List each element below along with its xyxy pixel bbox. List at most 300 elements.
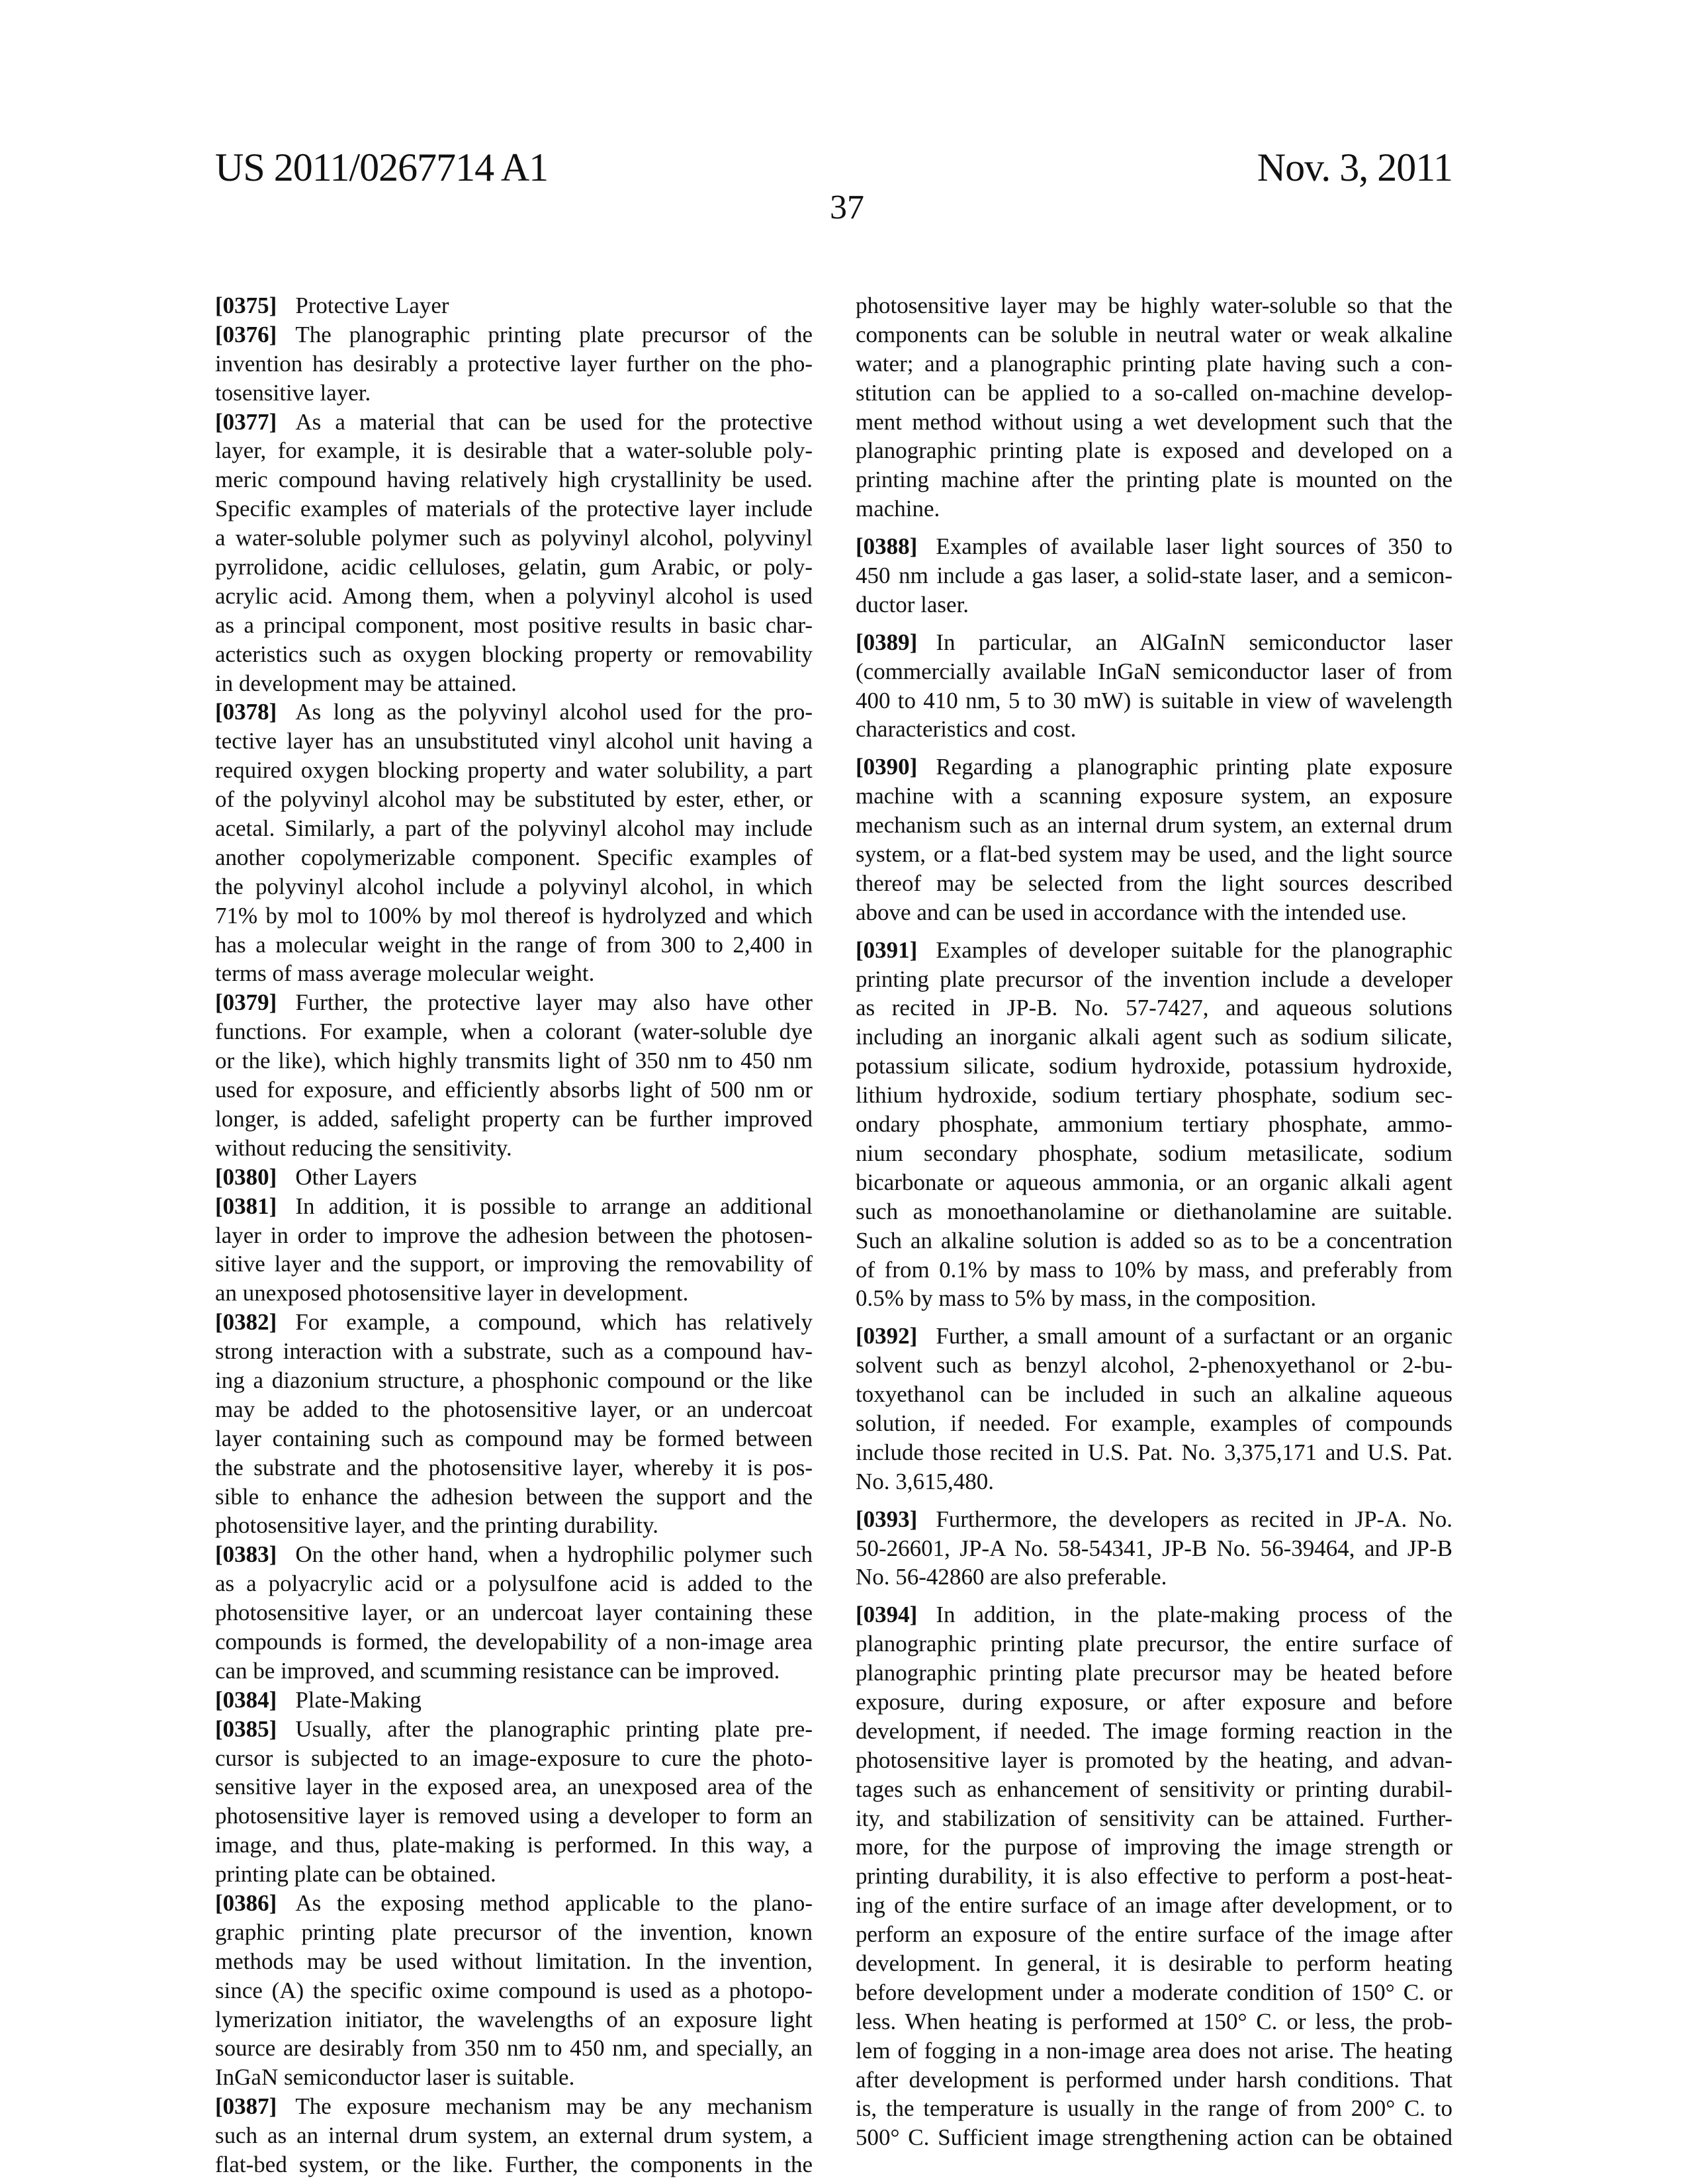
- text-line: [215, 465, 813, 494]
- text-line: [215, 408, 813, 437]
- text-line: [215, 1395, 813, 1424]
- line-text: thereof may be selected from the light sources described: [856, 870, 1452, 896]
- paragraph-number: [0386]: [215, 1890, 277, 1916]
- text-line: [856, 1746, 1452, 1775]
- line-text: a water-soluble polymer such as polyvinyl alcohol, polyvinyl: [215, 525, 813, 551]
- text-line: [856, 898, 1452, 927]
- line-text: water; and a planographic printing plate having such a con-: [856, 351, 1452, 377]
- paragraph: [856, 1600, 1452, 2152]
- text-line: [856, 782, 1452, 811]
- paragraph-number: [0380]: [215, 1164, 277, 1190]
- line-text: Furthermore, the developers as recited in JP-A. No.: [936, 1506, 1452, 1532]
- line-text: tages such as enhancement of sensitivity or printing durabil-: [856, 1776, 1452, 1802]
- text-line: [856, 561, 1452, 590]
- text-line: [856, 628, 1452, 657]
- line-text: As long as the polyvinyl alcohol used for the pro-: [295, 699, 813, 725]
- text-line: [215, 1918, 813, 1947]
- text-line: [215, 931, 813, 960]
- text-line: [856, 1226, 1452, 1255]
- text-line: [215, 959, 813, 988]
- line-text: 0.5% by mass to 5% by mass, in the composition.: [856, 1285, 1316, 1311]
- text-line: [215, 1801, 813, 1831]
- line-text: terms of mass average molecular weight.: [215, 960, 594, 986]
- text-line: [856, 2036, 1452, 2066]
- text-line: [856, 993, 1452, 1023]
- text-line: [856, 1052, 1452, 1081]
- text-line: [856, 1688, 1452, 1717]
- text-line: [215, 1105, 813, 1134]
- text-line: [215, 669, 813, 698]
- line-text: including an inorganic alkali agent such as sodium silicate,: [856, 1024, 1452, 1050]
- paragraph: [856, 936, 1452, 1314]
- paragraph-number: [0391]: [856, 937, 917, 963]
- text-line: [856, 1255, 1452, 1285]
- line-text: development, if needed. The image forming reaction in the: [856, 1718, 1452, 1744]
- line-text: machine.: [856, 496, 940, 522]
- text-line: [215, 1163, 813, 1192]
- text-line: [215, 901, 813, 931]
- text-line: [856, 1168, 1452, 1197]
- text-line: [856, 1563, 1452, 1592]
- text-line: [856, 965, 1452, 994]
- text-line: [856, 1322, 1452, 1351]
- text-line: [856, 657, 1452, 686]
- paragraph: [856, 1505, 1452, 1592]
- line-text: Protective Layer: [295, 293, 449, 318]
- text-line: [856, 532, 1452, 561]
- text-line: [856, 1467, 1452, 1496]
- text-line: [856, 1023, 1452, 1052]
- line-text: more, for the purpose of improving the image strength or: [856, 1834, 1452, 1860]
- text-line: [856, 1380, 1452, 1409]
- text-line: [215, 582, 813, 611]
- paragraph: [856, 291, 1452, 523]
- line-text: meric compound having relatively high crystallinity be used.: [215, 467, 813, 492]
- publication-number: US 2011/0267714 A1: [215, 144, 548, 191]
- line-text: In particular, an AlGaInN semiconductor laser: [936, 629, 1452, 655]
- text-line: [856, 1139, 1452, 1168]
- text-line: [856, 1949, 1452, 1978]
- line-text: before development under a moderate condition of 150° C. or: [856, 1979, 1452, 2005]
- line-text: lem of fogging in a non-image area does not arise. The heating: [856, 2038, 1452, 2064]
- text-line: [856, 1534, 1452, 1563]
- text-line: [215, 1860, 813, 1889]
- text-line: [215, 1947, 813, 1976]
- text-line: [215, 1134, 813, 1163]
- text-line: [215, 523, 813, 553]
- line-text: of from 0.1% by mass to 10% by mass, and preferably from: [856, 1257, 1452, 1283]
- line-text: solution, if needed. For example, examples of compounds: [856, 1410, 1452, 1436]
- paragraph: [215, 1192, 813, 1308]
- line-text: layer, for example, it is desirable that a water-soluble poly-: [215, 437, 813, 463]
- text-line: [856, 811, 1452, 840]
- line-text: photosensitive layer, and the printing durability.: [215, 1512, 658, 1538]
- text-line: [215, 1686, 813, 1715]
- page-number: 37: [0, 187, 1694, 229]
- text-line: [856, 1081, 1452, 1110]
- text-line: [215, 553, 813, 582]
- text-line: [215, 1337, 813, 1366]
- line-text: Usually, after the planographic printing plate pre-: [295, 1716, 813, 1742]
- text-line: [856, 494, 1452, 523]
- text-line: [215, 291, 813, 320]
- text-line: [856, 590, 1452, 619]
- text-line: [215, 494, 813, 523]
- paragraph-number: [0387]: [215, 2093, 277, 2119]
- line-text: In addition, it is possible to arrange an additional: [295, 1193, 813, 1219]
- line-text: The exposure mechanism may be any mechanism: [295, 2093, 813, 2119]
- line-text: Further, the protective layer may also have other: [295, 989, 813, 1015]
- paragraph-number: [0392]: [856, 1323, 917, 1349]
- line-text: or the like), which highly transmits light of 350 nm to 450 nm: [215, 1048, 813, 1073]
- text-line: [856, 2066, 1452, 2095]
- text-line: [215, 1221, 813, 1250]
- text-line: [856, 1717, 1452, 1746]
- text-line: [856, 936, 1452, 965]
- text-line: [856, 1891, 1452, 1920]
- text-line: [215, 1308, 813, 1337]
- line-text: planographic printing plate precursor may be heated before: [856, 1660, 1452, 1686]
- line-text: planographic printing plate precursor, the entire surface of: [856, 1631, 1452, 1657]
- text-line: [215, 1540, 813, 1569]
- paragraph: [215, 2092, 813, 2179]
- paragraph: [215, 291, 813, 320]
- text-line: [856, 1629, 1452, 1659]
- paragraph: [856, 752, 1452, 927]
- line-text: 500° C. Sufficient image strengthening action can be obtained: [856, 2124, 1452, 2150]
- line-text: stitution can be applied to a so-called on-machine develop-: [856, 380, 1452, 406]
- text-line: [215, 814, 813, 843]
- line-text: invention has desirably a protective layer further on the pho-: [215, 351, 813, 377]
- paragraph-number: [0377]: [215, 409, 277, 435]
- text-line: [856, 1505, 1452, 1534]
- text-line: [856, 1351, 1452, 1380]
- line-text: printing plate precursor of the invention include a developer: [856, 966, 1452, 992]
- line-text: As the exposing method applicable to the plano-: [295, 1890, 813, 1916]
- line-text: used for exposure, and efficiently absorbs light of 500 nm or: [215, 1077, 813, 1103]
- line-text: such as an internal drum system, an external drum system, a: [215, 2122, 813, 2148]
- line-text: can be improved, and scumming resistance can be improved.: [215, 1658, 780, 1684]
- line-text: As a material that can be used for the protective: [295, 409, 813, 435]
- line-text: ondary phosphate, ammonium tertiary phosphate, ammo-: [856, 1111, 1452, 1137]
- line-text: acetal. Similarly, a part of the polyvinyl alcohol may include: [215, 815, 813, 841]
- text-line: [215, 1744, 813, 1773]
- line-text: Examples of developer suitable for the planographic: [936, 937, 1452, 963]
- paragraph: [215, 698, 813, 988]
- paragraph: [215, 988, 813, 1162]
- text-line: [856, 752, 1452, 782]
- paragraph-number: [0378]: [215, 699, 277, 725]
- line-text: The planographic printing plate precursor of the: [295, 322, 813, 347]
- paragraph-number: [0393]: [856, 1506, 917, 1532]
- paragraph-number: [0379]: [215, 989, 277, 1015]
- text-line: [856, 2123, 1452, 2152]
- paragraph: [215, 1715, 813, 1889]
- text-line: [215, 1569, 813, 1598]
- line-text: system, or a flat-bed system may be used, and the light source: [856, 841, 1452, 867]
- text-line: [856, 1659, 1452, 1688]
- text-line: [215, 1424, 813, 1453]
- paragraph: [215, 320, 813, 408]
- line-text: sensitive layer in the exposed area, an unexposed area of the: [215, 1774, 813, 1799]
- right-column: [856, 291, 1452, 2152]
- line-text: acteristics such as oxygen blocking property or removability: [215, 641, 813, 667]
- line-text: as a principal component, most positive results in basic char-: [215, 612, 813, 638]
- line-text: photosensitive layer, or an undercoat layer containing these: [215, 1600, 813, 1625]
- text-line: [856, 1920, 1452, 1949]
- text-line: [856, 465, 1452, 494]
- line-text: ment method without using a wet development such that the: [856, 409, 1452, 435]
- line-text: ing a diazonium structure, a phosphonic compound or the like: [215, 1367, 813, 1393]
- line-text: nium secondary phosphate, sodium metasilicate, sodium: [856, 1140, 1452, 1166]
- text-line: [215, 843, 813, 872]
- text-line: [856, 1775, 1452, 1804]
- text-line: [215, 2034, 813, 2063]
- line-text: characteristics and cost.: [856, 716, 1076, 742]
- text-line: [856, 1862, 1452, 1891]
- line-text: is, the temperature is usually in the range of from 200° C. to: [856, 2095, 1452, 2121]
- line-text: compounds is formed, the developability of a non-image area: [215, 1629, 813, 1655]
- paragraph: [215, 1540, 813, 1685]
- paragraph: [215, 1163, 813, 1192]
- line-text: as a polyacrylic acid or a polysulfone acid is added to the: [215, 1570, 813, 1596]
- paragraph: [215, 1308, 813, 1540]
- text-line: [856, 1600, 1452, 1629]
- line-text: exposure, during exposure, or after exposure and before: [856, 1689, 1452, 1715]
- line-text: For example, a compound, which has relatively: [295, 1309, 813, 1335]
- text-line: [856, 436, 1452, 465]
- text-line: [215, 2063, 813, 2092]
- line-text: may be added to the photosensitive layer, or an undercoat: [215, 1396, 813, 1422]
- text-line: [215, 1017, 813, 1046]
- line-text: 450 nm include a gas laser, a solid-state laser, and a semicon-: [856, 563, 1452, 588]
- paragraph: [856, 532, 1452, 619]
- line-text: printing durability, it is also effective to perform a post-heat-: [856, 1863, 1452, 1889]
- text-line: [856, 1197, 1452, 1226]
- line-text: Specific examples of materials of the protective layer include: [215, 496, 813, 522]
- line-text: image, and thus, plate-making is performed. In this way, a: [215, 1832, 813, 1858]
- line-text: the polyvinyl alcohol include a polyvinyl alcohol, in which: [215, 874, 813, 899]
- text-line: [856, 320, 1452, 349]
- line-text: sible to enhance the adhesion between the support and the: [215, 1484, 813, 1510]
- paragraph-number: [0376]: [215, 322, 277, 347]
- line-text: as recited in JP-B. No. 57-7427, and aqueous solutions: [856, 995, 1452, 1021]
- text-line: [856, 869, 1452, 898]
- line-text: bicarbonate or aqueous ammonia, or an organic alkali agent: [856, 1169, 1452, 1195]
- line-text: potassium silicate, sodium hydroxide, potassium hydroxide,: [856, 1053, 1452, 1079]
- line-text: functions. For example, when a colorant (water-soluble dye: [215, 1019, 813, 1044]
- line-text: development. In general, it is desirable to perform heating: [856, 1950, 1452, 1976]
- publication-date: Nov. 3, 2011: [1257, 144, 1452, 191]
- line-text: printing plate can be obtained.: [215, 1861, 496, 1887]
- line-text: toxyethanol can be included in such an alkaline aqueous: [856, 1381, 1452, 1407]
- line-text: another copolymerizable component. Specific examples of: [215, 844, 813, 870]
- line-text: Other Layers: [295, 1164, 417, 1190]
- line-text: InGaN semiconductor laser is suitable.: [215, 2064, 574, 2090]
- paragraph-number: [0381]: [215, 1193, 277, 1219]
- line-text: strong interaction with a substrate, such as a compound hav-: [215, 1338, 813, 1364]
- line-text: layer containing such as compound may be formed between: [215, 1426, 813, 1451]
- line-text: 50-26601, JP-A No. 58-54341, JP-B No. 56-39464, and JP-B: [856, 1535, 1452, 1561]
- paragraph-number: [0385]: [215, 1716, 277, 1742]
- text-line: [856, 715, 1452, 744]
- line-text: required oxygen blocking property and water solubility, a part: [215, 757, 813, 783]
- text-line: [215, 1657, 813, 1686]
- text-line: [215, 1511, 813, 1540]
- text-line: [215, 640, 813, 669]
- text-line: [215, 1598, 813, 1627]
- line-text: lithium hydroxide, sodium tertiary phosphate, sodium sec-: [856, 1082, 1452, 1108]
- line-text: planographic printing plate is exposed and developed on a: [856, 437, 1452, 463]
- line-text: of the polyvinyl alcohol may be substituted by ester, ether, or: [215, 786, 813, 812]
- paragraph-number: [0394]: [856, 1602, 917, 1627]
- paragraph-number: [0389]: [856, 629, 917, 655]
- line-text: photosensitive layer is promoted by the heating, and advan-: [856, 1747, 1452, 1773]
- line-text: lymerization initiator, the wavelengths of an exposure light: [215, 2007, 813, 2032]
- line-text: No. 56-42860 are also preferable.: [856, 1564, 1167, 1590]
- line-text: components can be soluble in neutral water or weak alkaline: [856, 322, 1452, 347]
- left-column: [215, 291, 813, 2179]
- text-line: [215, 1075, 813, 1105]
- line-text: longer, is added, safelight property can be further improved: [215, 1106, 813, 1132]
- line-text: include those recited in U.S. Pat. No. 3,375,171 and U.S. Pat.: [856, 1439, 1452, 1465]
- line-text: graphic printing plate precursor of the invention, known: [215, 1919, 813, 1945]
- text-line: [215, 611, 813, 640]
- line-text: photosensitive layer is removed using a developer to form an: [215, 1803, 813, 1829]
- text-line: [215, 1482, 813, 1512]
- line-text: the substrate and the photosensitive layer, whereby it is pos-: [215, 1455, 813, 1480]
- text-line: [215, 988, 813, 1017]
- text-line: [215, 1453, 813, 1482]
- text-line: [215, 2150, 813, 2179]
- text-line: [856, 1110, 1452, 1139]
- line-text: mechanism such as an internal drum system, an external drum: [856, 812, 1452, 838]
- line-text: 71% by mol to 100% by mol thereof is hydrolyzed and which: [215, 903, 813, 929]
- line-text: has a molecular weight in the range of from 300 to 2,400 in: [215, 932, 813, 958]
- text-line: [856, 1978, 1452, 2007]
- line-text: methods may be used without limitation. In the invention,: [215, 1948, 813, 1974]
- text-line: [215, 756, 813, 785]
- text-line: [856, 1409, 1452, 1438]
- line-text: above and can be used in accordance with the intended use.: [856, 899, 1407, 925]
- line-text: Regarding a planographic printing plate exposure: [936, 754, 1452, 780]
- text-line: [856, 686, 1452, 715]
- text-line: [215, 872, 813, 901]
- text-line: [215, 1046, 813, 1075]
- line-text: (commercially available InGaN semiconductor laser of from: [856, 659, 1452, 684]
- line-text: flat-bed system, or the like. Further, the components in the: [215, 2152, 813, 2177]
- text-line: [856, 349, 1452, 379]
- text-line: [215, 2121, 813, 2150]
- text-line: [215, 1976, 813, 2005]
- line-text: tosensitive layer.: [215, 380, 371, 406]
- line-text: In addition, in the plate-making process of the: [936, 1602, 1452, 1627]
- text-line: [856, 291, 1452, 320]
- line-text: photosensitive layer may be highly water-soluble so that the: [856, 293, 1452, 318]
- paragraph-number: [0390]: [856, 754, 917, 780]
- text-line: [215, 2092, 813, 2121]
- text-line: [856, 2007, 1452, 2036]
- paragraph: [856, 1322, 1452, 1496]
- text-line: [856, 408, 1452, 437]
- line-text: since (A) the specific oxime compound is used as a photopo-: [215, 1978, 813, 2003]
- line-text: ing of the entire surface of an image after development, or to: [856, 1892, 1452, 1918]
- text-line: [215, 436, 813, 465]
- text-line: [215, 379, 813, 408]
- paragraph: [215, 1889, 813, 2092]
- line-text: machine with a scanning exposure system, an exposure: [856, 783, 1452, 809]
- line-text: tective layer has an unsubstituted vinyl alcohol unit having a: [215, 728, 813, 754]
- line-text: less. When heating is performed at 150° C. or less, the prob-: [856, 2009, 1452, 2034]
- paragraph: [215, 408, 813, 698]
- text-line: [856, 1833, 1452, 1862]
- text-line: [215, 1889, 813, 1918]
- line-text: pyrrolidone, acidic celluloses, gelatin, gum Arabic, or poly-: [215, 554, 813, 580]
- line-text: such as monoethanolamine or diethanolamine are suitable.: [856, 1199, 1452, 1224]
- text-line: [215, 1831, 813, 1860]
- text-line: [856, 840, 1452, 869]
- line-text: No. 3,615,480.: [856, 1469, 994, 1494]
- text-line: [856, 1438, 1452, 1467]
- line-text: Plate-Making: [295, 1687, 422, 1713]
- text-line: [215, 1627, 813, 1657]
- line-text: source are desirably from 350 nm to 450 nm, and specially, an: [215, 2035, 813, 2061]
- text-line: [215, 1772, 813, 1801]
- line-text: sitive layer and the support, or improving the removability of: [215, 1251, 813, 1277]
- line-text: perform an exposure of the entire surface of the image after: [856, 1921, 1452, 1947]
- line-text: 400 to 410 nm, 5 to 30 mW) is suitable in view of wavelength: [856, 688, 1452, 713]
- text-line: [856, 379, 1452, 408]
- line-text: Examples of available laser light sources of 350 to: [936, 533, 1452, 559]
- line-text: in development may be attained.: [215, 670, 517, 696]
- paragraph-number: [0383]: [215, 1541, 277, 1567]
- text-line: [215, 320, 813, 349]
- line-text: cursor is subjected to an image-exposure to cure the photo-: [215, 1745, 813, 1771]
- paragraph: [856, 628, 1452, 745]
- line-text: ductor laser.: [856, 592, 969, 617]
- line-text: an unexposed photosensitive layer in development.: [215, 1280, 688, 1306]
- text-line: [856, 1284, 1452, 1313]
- paragraph-number: [0382]: [215, 1309, 277, 1335]
- line-text: after development is performed under harsh conditions. That: [856, 2067, 1452, 2093]
- line-text: without reducing the sensitivity.: [215, 1135, 512, 1161]
- text-line: [856, 1804, 1452, 1833]
- text-line: [215, 1250, 813, 1279]
- text-line: [215, 727, 813, 756]
- line-text: layer in order to improve the adhesion between the photosen-: [215, 1222, 813, 1248]
- line-text: ity, and stabilization of sensitivity can be attained. Further-: [856, 1805, 1452, 1831]
- line-text: solvent such as benzyl alcohol, 2-phenoxyethanol or 2-bu-: [856, 1352, 1452, 1378]
- line-text: printing machine after the printing plate is mounted on the: [856, 467, 1452, 492]
- paragraph-number: [0384]: [215, 1687, 277, 1713]
- text-line: [215, 1366, 813, 1395]
- line-text: Such an alkaline solution is added so as to be a concentration: [856, 1228, 1452, 1253]
- text-line: [215, 349, 813, 379]
- text-line: [215, 785, 813, 814]
- line-text: Further, a small amount of a surfactant or an organic: [936, 1323, 1452, 1349]
- line-text: acrylic acid. Among them, when a polyvinyl alcohol is used: [215, 583, 813, 609]
- text-line: [215, 698, 813, 727]
- line-text: On the other hand, when a hydrophilic polymer such: [295, 1541, 813, 1567]
- text-line: [215, 1279, 813, 1308]
- text-line: [215, 2005, 813, 2034]
- paragraph-number: [0388]: [856, 533, 917, 559]
- text-line: [215, 1715, 813, 1744]
- paragraph: [215, 1686, 813, 1715]
- text-line: [856, 2094, 1452, 2123]
- paragraph-number: [0375]: [215, 293, 277, 318]
- text-line: [215, 1192, 813, 1221]
